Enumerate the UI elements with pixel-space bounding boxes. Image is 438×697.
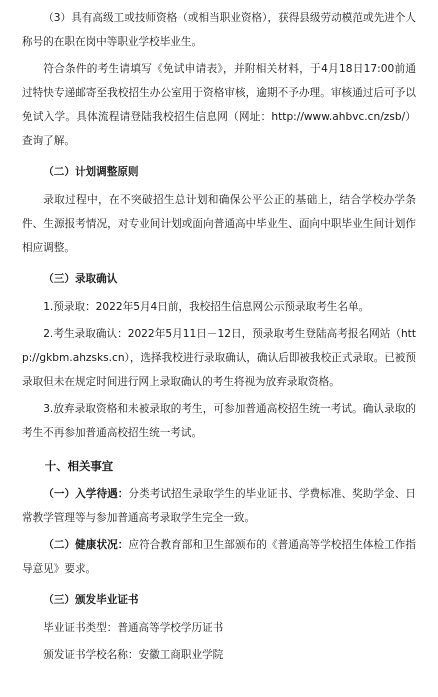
label-enrollment-treatment: （一）入学待遇： [43, 488, 129, 500]
paragraph-condition-3: （3）具有高级工或技师资格（或相当职业资格），获得县级劳动模范或先进个人称号的在职在岗中等职业学校毕业生。 [22, 12, 416, 48]
paragraph-enrollment-treatment [22, 482, 416, 530]
paragraph-plan-adjustment: 录取过程中，在不突破招生总计划和确保公平公正的基础上，结合学校办学条件、生源报考情况，对专业间计划或面向普通高中毕业生、面向中职毕业生间计划作相应调整。 [22, 194, 416, 254]
text-certificate-type: 毕业证书类型：普通高等学校学历证书 [43, 622, 224, 634]
paragraph-application: 符合条件的考生请填写《免试申请表》，并附相关材料，于4月18日17:00前通过特快专递邮寄至我校招生办公室用于资格审核，逾期不予办理。审核通过后可予以免试入学。具体流程请登陆我校招生信息网（网址：http://www.ahbvc.cn/zsb/）查询了解。 [22, 63, 416, 147]
label-health-status: （二）健康状况： [43, 539, 129, 551]
heading-related-matters: 十、相关事宜 [44, 459, 114, 473]
heading-diploma: （三）颁发毕业证书 [43, 594, 139, 606]
heading-plan-adjustment: （二）计划调整原则 [43, 166, 139, 178]
paragraph-health-status [22, 533, 416, 581]
paragraph-pre-admission: 1.预录取：2022年5月4日前，我校招生信息网公示预录取考生名单。 [43, 301, 370, 313]
paragraph-give-up: 3.放弃录取资格和未被录取的考生，可参加普通高校招生统一考试。确认录取的考生不再参加普通高校招生统一考试。 [22, 403, 416, 439]
heading-admission-confirm: （三）录取确认 [43, 273, 118, 285]
text-enrollment-treatment: 分类考试招生录取学生的毕业证书、学费标准、奖助学金、日常教学管理等与参加普通高考录取学生完全一致。 [22, 488, 417, 524]
text-certificate-school: 颁发证书学校名称：安徽工商职业学院 [43, 649, 224, 661]
paragraph-admission-confirmation: 2.考生录取确认：2022年5月11日－12日，预录取考生登陆高考报名网站（http://gkbm.ahzsks.cn），选择我校进行录取确认，确认后即被我校正式录取。已被预录取但未在规定时间进行网上录取确认的考生将视为放弃录取资格。 [22, 328, 416, 388]
text-health-status: 应符合教育部和卫生部颁布的《普通高等学校招生体检工作指导意见》要求。 [22, 539, 417, 575]
